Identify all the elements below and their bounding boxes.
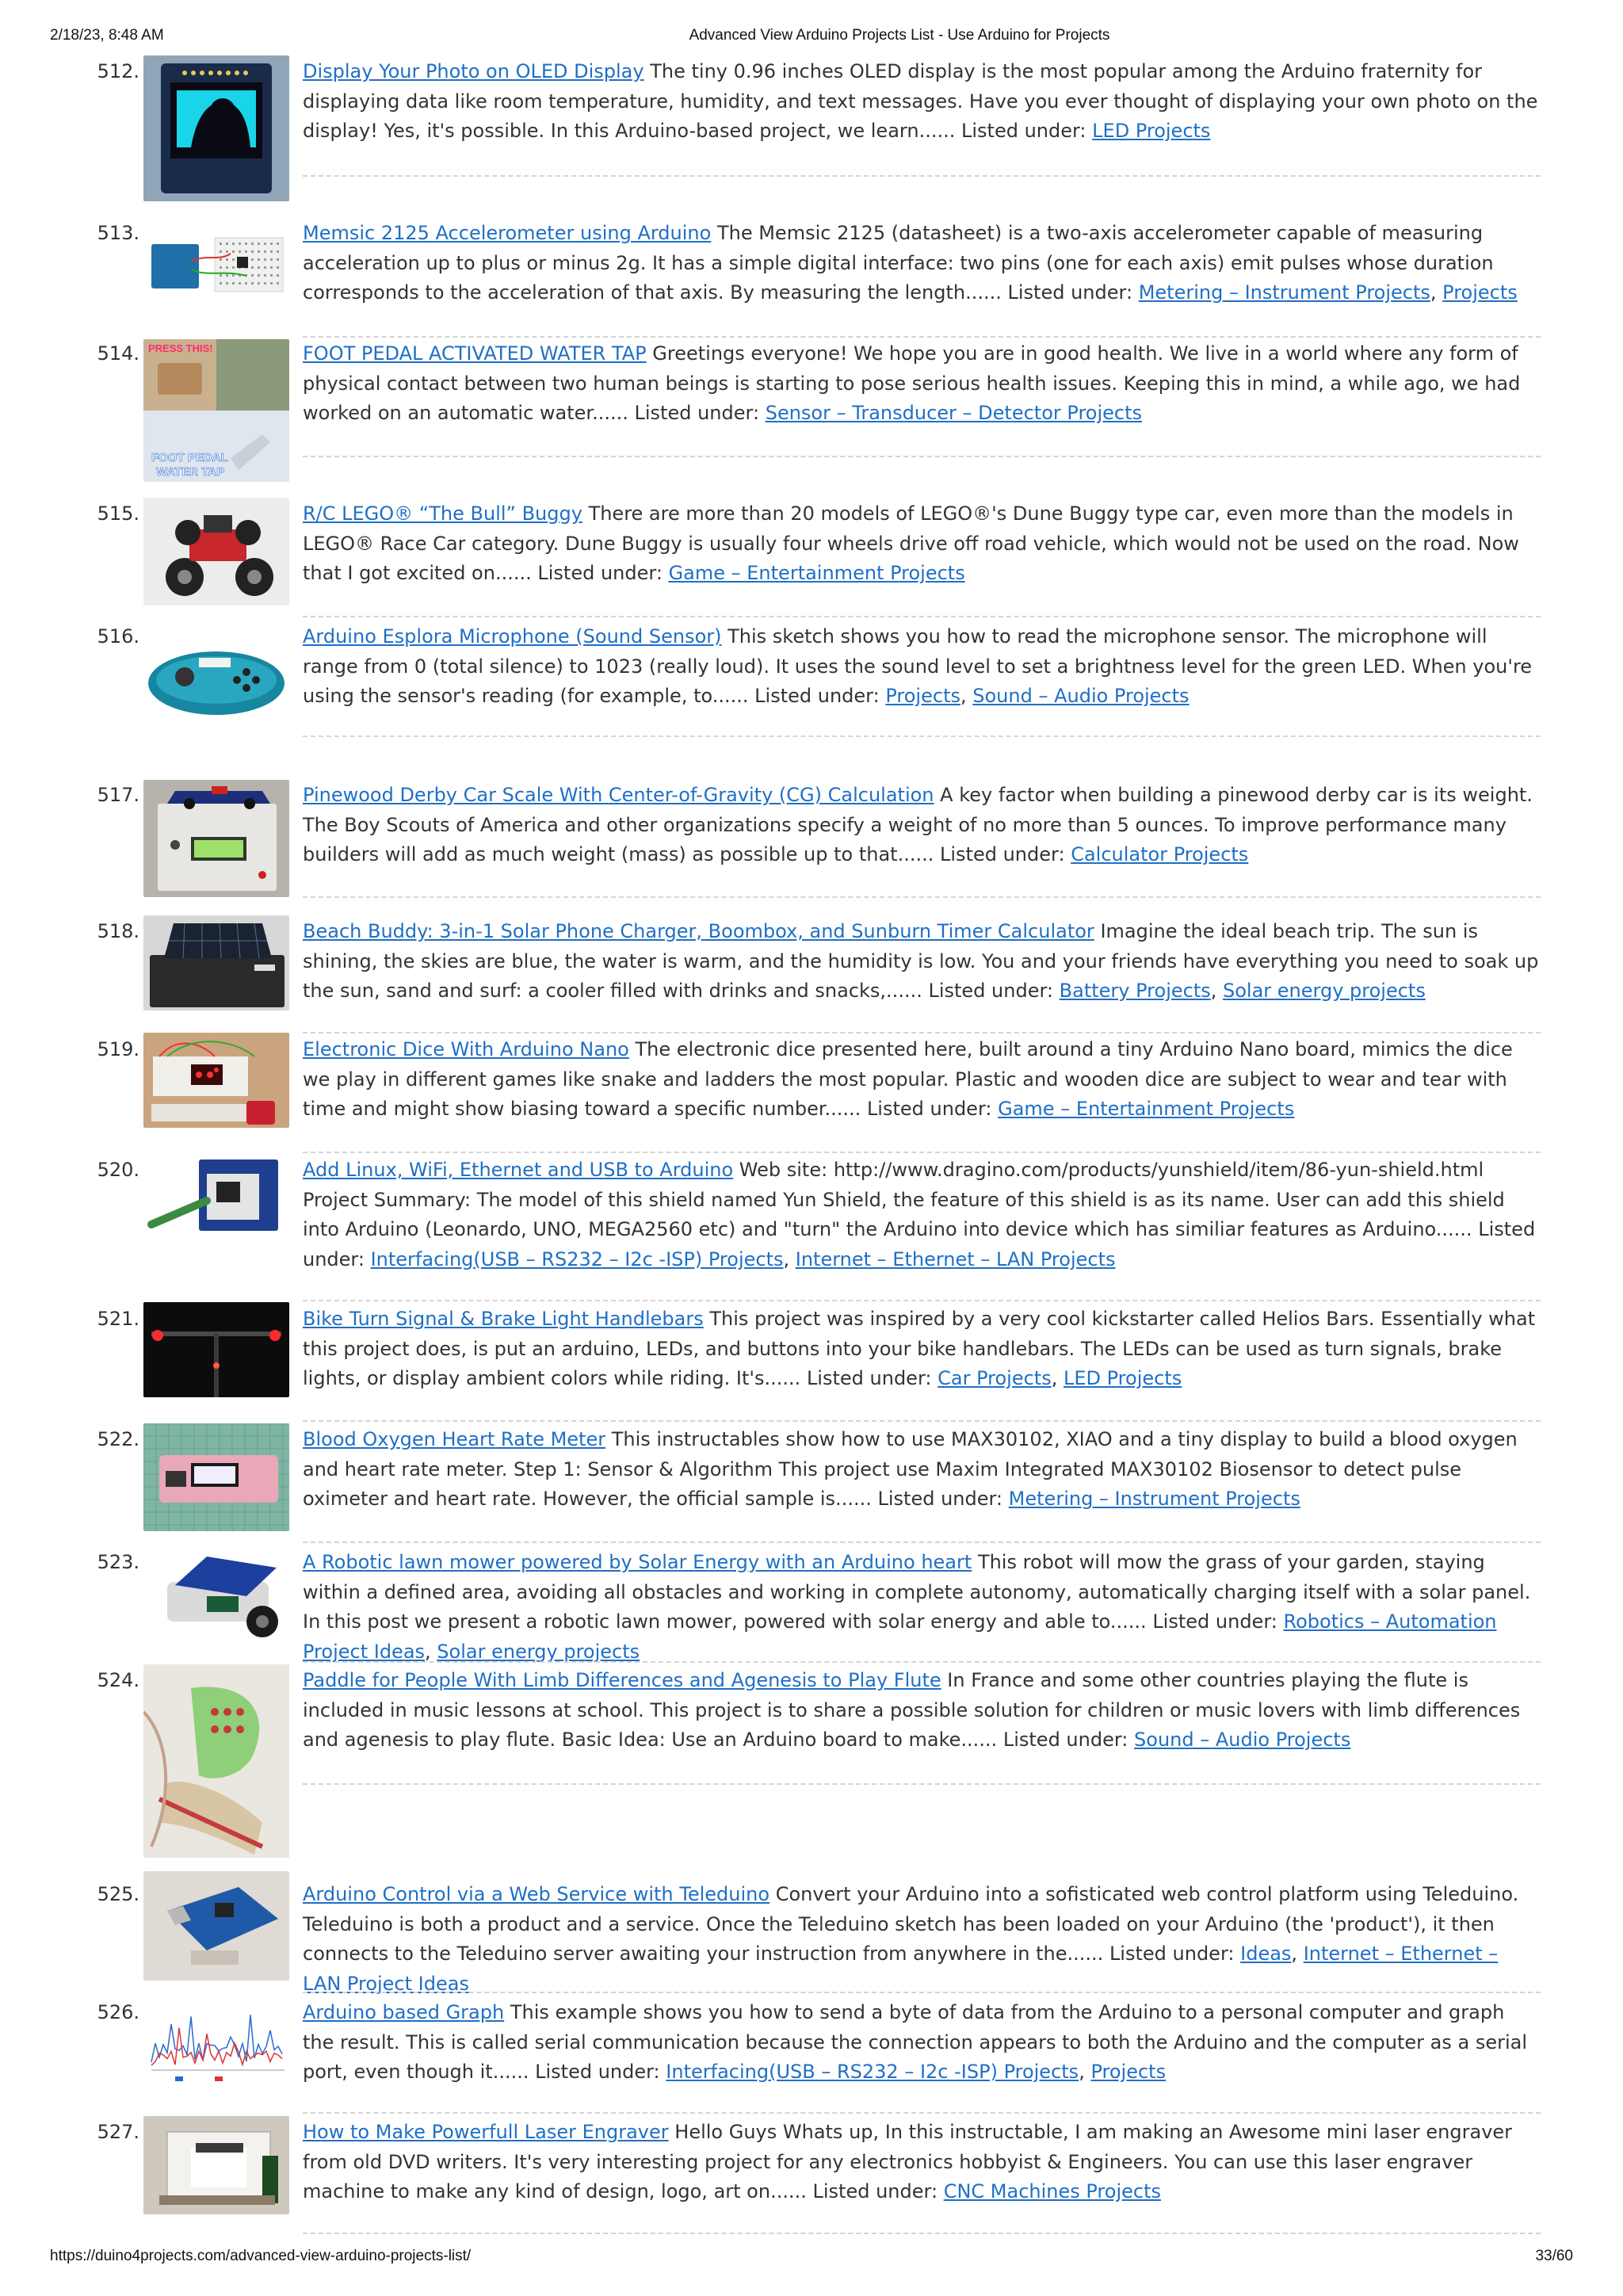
esplora-board-image-art (143, 634, 289, 721)
entry-text: Beach Buddy: 3-in-1 Solar Phone Charger, Boombox, and Sunburn Timer Calculator Imagine the ideal beach trip. The sun is shining, the skies are blue, the water is warm, and the humidity is low. You and your friends have everything you need to soak up the sun, sand and surf: a cooler filled with drinks and snacks,...... Listed under: Battery Projects, Solar energy projects (303, 920, 1539, 1002)
project-description: There are more than 20 models of LEGO®'s Dune Buggy type car, even more than the models in LEGO® Race Car category. Dune Buggy is usually four wheels drive off road vehicle, which would not be used on the road. Now that I got excited on...... (303, 502, 1519, 584)
category-link[interactable]: Game – Entertainment Projects (668, 562, 965, 584)
category-link[interactable]: Projects (1090, 2061, 1167, 2083)
derby-scale-image[interactable] (143, 780, 289, 897)
water-tap-image-art (143, 339, 289, 482)
listed-under-label: Listed under: (1002, 1729, 1128, 1751)
project-title-link[interactable]: Paddle for People With Limb Differences and Agenesis to Play Flute (303, 1669, 941, 1691)
entry-divider (303, 1152, 1541, 1153)
entry-number: 517. (97, 784, 139, 806)
entry-divider (303, 616, 1541, 617)
entry-divider (303, 735, 1541, 737)
flute-paddle-image[interactable] (143, 1664, 289, 1858)
category-link[interactable]: Sensor – Transducer – Detector Projects (765, 402, 1143, 424)
project-title-link[interactable]: Bike Turn Signal & Brake Light Handlebars (303, 1308, 704, 1330)
entry-number: 527. (97, 2121, 139, 2143)
laser-engraver-image-art (143, 2116, 289, 2214)
oled-photo-image[interactable] (143, 55, 289, 201)
entry-divider (303, 456, 1541, 457)
entry-number: 513. (97, 222, 139, 244)
listed-under-label: Listed under: (866, 1098, 992, 1120)
category-link[interactable]: Battery Projects (1059, 980, 1211, 1002)
project-title-link[interactable]: Arduino based Graph (303, 2001, 505, 2023)
lawn-mower-image[interactable] (143, 1545, 289, 1641)
listed-under-label: Listed under: (960, 120, 1086, 142)
entry-divider (303, 1541, 1541, 1543)
category-link[interactable]: Game – Entertainment Projects (998, 1098, 1295, 1120)
entry-number: 516. (97, 625, 139, 648)
category-link[interactable]: Ideas (1240, 1943, 1292, 1965)
entry-number: 525. (97, 1883, 139, 1905)
entry-text: A Robotic lawn mower powered by Solar Energy with an Arduino heart This robot will mow the grass of your garden, staying within a defined area, avoiding all obstacles and working in complete autonomy, automatically charging itself with a solar panel. In this post we present a robotic lawn mower, powered with solar energy and able to...... Listed under: Robotics – Automation Project Ideas, Solar energy projects (303, 1551, 1531, 1663)
svg-text:WATER TAP: WATER TAP (156, 465, 225, 479)
entry-text (303, 57, 1539, 147)
lego-buggy-image[interactable] (143, 498, 289, 606)
category-link[interactable]: LED Projects (1092, 120, 1211, 142)
category-link[interactable]: Sound – Audio Projects (972, 685, 1190, 707)
flute-paddle-image-art (143, 1664, 289, 1858)
entry-number: 518. (97, 920, 139, 942)
project-title-link[interactable]: Pinewood Derby Car Scale With Center-of-Gravity (CG) Calculation (303, 784, 934, 806)
category-link[interactable]: Interfacing(USB – RS232 – I2c -ISP) Projects (370, 1247, 784, 1270)
listed-under-label: Listed under: (1109, 1943, 1235, 1965)
entry-divider (303, 1420, 1541, 1422)
page-number: 33/60 (1535, 2248, 1573, 2264)
entry-text: Arduino Control via a Web Service with Teleduino Convert your Arduino into a sofisticated web control platform using Teleduino. Teleduino is both a product and a service. Once the Teleduino sketch has been loaded on your Arduino (the 'product'), it then connects to the Teleduino server awaiting your instruction from anywhere in the...... Listed under: Ideas, Internet – Ethernet – LAN Project Ideas (303, 1883, 1519, 1995)
print-header (0, 27, 1623, 48)
bike-lights-image-art (143, 1302, 289, 1397)
project-description: Hello Guys Whats up, In this instructable, I am making an Awesome mini laser engraver from old DVD writers. It's very interesting project for any electronics hobbyist & Engineers. You can use this laser engraver machine to make any kind of design, logo, art on...... (303, 2121, 1513, 2202)
category-link[interactable]: LED Projects (1063, 1367, 1182, 1389)
entry-text (303, 339, 1539, 429)
project-description: A key factor when building a pinewood derby car is its weight. The Boy Scouts of America and other organizations specify a weight of no more than 5 ounces. To improve performance many builders will add as much weight (mass) as possible up to that...... (303, 784, 1533, 865)
project-title-link[interactable]: Display Your Photo on OLED Display (303, 60, 644, 82)
oled-photo-image-art (143, 55, 289, 201)
entry-text: Bike Turn Signal & Brake Light Handlebars This project was inspired by a very cool kickstarter called Helios Bars. Essentially what this project does, is put an arduino, LEDs, and buttons into your bike handlebars. The LEDs can be used as turn signals, brake lights, or display ambient colors while riding. It's...... Listed under: Car Projects, LED Projects (303, 1308, 1536, 1389)
oximeter-image-art (143, 1423, 289, 1531)
breadboard-image[interactable] (143, 230, 289, 301)
project-description: This example shows you how to send a byte of data from the Arduino to a personal computer and graph the result. This is called serial communication because the connection appears to both the Arduino and the computer as a serial port, even though it...... (303, 2001, 1528, 2083)
category-link[interactable]: Sound – Audio Projects (1134, 1729, 1351, 1751)
entry-number: 526. (97, 2001, 139, 2023)
entry-divider (303, 1992, 1541, 1993)
project-title-link[interactable]: Memsic 2125 Accelerometer using Arduino (303, 222, 712, 244)
project-description: Greetings everyone! We hope you are in good health. We live in a world where any form of physical contact between two human beings is starting to pose serious health issues. Keeping this in mind, a while ago, we had worked on an automatic water...... (303, 342, 1521, 424)
entry-divider (303, 1783, 1541, 1785)
arduino-board-image-art (143, 1871, 289, 1981)
entry-number: 519. (97, 1038, 139, 1060)
project-description: Convert your Arduino into a sofisticated web control platform using Teleduino. Teleduino is both a product and a service. Once the Teleduino sketch has been loaded on your Arduino (the 'product'), it then connects to the Teleduino server awaiting your instruction from anywhere in the...... (303, 1883, 1519, 1965)
project-description: The Memsic 2125 (datasheet) is a two-axis accelerometer capable of measuring acceleration up to plus or minus 2g. It has a simple digital interface: two pins (one for each axis) emit pulses whose duration corresponds to the acceleration of that axis. By measuring the length...... (303, 222, 1494, 304)
arduino-board-image[interactable] (143, 1871, 289, 1981)
project-description: The tiny 0.96 inches OLED display is the most popular among the Arduino fraternity for displaying data like room temperature, humidity, and text messages. Have you ever thought of displaying your own photo on the display! Yes, it's possible. In this Arduino-based project, we learn...... (303, 60, 1538, 142)
listed-under-label: Listed under: (940, 843, 1065, 865)
entry-divider (303, 1032, 1541, 1033)
svg-text:PRESS THIS!: PRESS THIS! (148, 342, 213, 354)
listed-under-label: Listed under: (303, 1218, 1536, 1270)
project-title-link[interactable]: Beach Buddy: 3-in-1 Solar Phone Charger, Boombox, and Sunburn Timer Calculator (303, 920, 1094, 942)
listed-under-label: Listed under: (537, 562, 663, 584)
category-link[interactable]: Internet – Ethernet – LAN Project Ideas (303, 1943, 1499, 1995)
entry-number: 512. (97, 60, 139, 82)
print-datetime: 2/18/23, 8:48 AM (50, 27, 164, 44)
solar-box-image-art (143, 915, 289, 1010)
entry-divider (303, 1661, 1541, 1663)
listed-under-label: Listed under: (535, 2061, 660, 2083)
project-title-link[interactable]: Add Linux, WiFi, Ethernet and USB to Arduino (303, 1159, 734, 1181)
entry-number: 515. (97, 502, 139, 525)
listed-under-label: Listed under: (634, 402, 760, 424)
category-link[interactable]: Solar energy projects (437, 1640, 640, 1663)
category-link[interactable]: Interfacing(USB – RS232 – I2c -ISP) Projects (666, 2061, 1079, 2083)
lawn-mower-image-art (143, 1545, 289, 1641)
project-description: The electronic dice presented here, built around a tiny Arduino Nano board, mimics the dice we play in different games like snake and ladders the most popular. Plastic and wooden dice are subject to wear and tear with time and might show biasing toward a specific number...... (303, 1038, 1513, 1120)
category-link[interactable]: Calculator Projects (1071, 843, 1249, 865)
lego-buggy-image-art (143, 498, 289, 606)
graph-plot-image-art (143, 1996, 289, 2086)
entry-text: Arduino Esplora Microphone (Sound Sensor) This sketch shows you how to read the microphone sensor. The microphone will range from 0 (total silence) to 1023 (really loud). It uses the sound level to set a brightness level for the green LED. When you're using the sensor's reading (for example, to...... Listed under: Projects, Sound – Audio Projects (303, 625, 1533, 707)
entry-divider (303, 175, 1541, 177)
entry-number: 520. (97, 1159, 139, 1181)
page-title: Advanced View Arduino Projects List - Use Arduino for Projects (689, 27, 1110, 44)
project-description: This robot will mow the grass of your garden, staying within a defined area, avoiding all obstacles and working in complete autonomy, automatically charging itself with a solar panel. In this post we present a robotic lawn mower, powered with solar energy and able to...... (303, 1551, 1531, 1633)
entry-number: 522. (97, 1428, 139, 1450)
project-description: Imagine the ideal beach trip. The sun is shining, the skies are blue, the water is warm, and the humidity is low. You and your friends have everything you need to soak up the sun, sand and surf: a cooler filled with drinks and snacks,...... (303, 920, 1539, 1002)
page-url: https://duino4projects.com/advanced-view-arduino-projects-list/ (50, 2248, 472, 2264)
yun-shield-image[interactable] (143, 1153, 289, 1270)
print-footer (0, 2248, 1623, 2268)
dice-circuit-image-art (143, 1033, 289, 1128)
entry-text (303, 781, 1539, 870)
listed-under-label: Listed under: (806, 1367, 932, 1389)
category-link[interactable]: Internet – Ethernet – LAN Projects (795, 1247, 1116, 1270)
project-description: This instructables show how to use MAX30102, XIAO and a tiny display to build a blood oxygen and heart rate meter. Step 1: Sensor & Algorithm This project use Maxim Integrated MAX30102 Biosensor to detect pulse oximeter and heart rate. However, the official sample is...... (303, 1428, 1518, 1510)
entry-number: 523. (97, 1551, 139, 1573)
project-title-link[interactable]: A Robotic lawn mower powered by Solar Energy with an Arduino heart (303, 1551, 972, 1573)
project-title-link[interactable]: Arduino Control via a Web Service with Teleduino (303, 1883, 770, 1905)
category-link[interactable]: Car Projects (938, 1367, 1052, 1389)
project-description: This project was inspired by a very cool kickstarter called Helios Bars. Essentially what this project does, is put an arduino, LEDs, and buttons into your bike handlebars. The LEDs can be used as turn signals, brake lights, or display ambient colors while riding. It's...... (303, 1308, 1536, 1389)
category-link[interactable]: Metering – Instrument Projects (1008, 1488, 1300, 1510)
entry-text (303, 499, 1539, 589)
entry-text (303, 1035, 1539, 1125)
listed-under-label: Listed under: (877, 1488, 1003, 1510)
project-title-link[interactable]: Electronic Dice With Arduino Nano (303, 1038, 629, 1060)
oximeter-image[interactable] (143, 1423, 289, 1531)
category-link[interactable]: Metering – Instrument Projects (1138, 281, 1430, 304)
entry-text (303, 1425, 1539, 1515)
listed-under-label: Listed under: (1007, 281, 1133, 304)
category-link[interactable]: Projects (1442, 281, 1518, 304)
project-description: This sketch shows you how to read the microphone sensor. The microphone will range from 0 (total silence) to 1023 (really loud). It uses the sound level to set a brightness level for the green LED. When you're using the sensor's reading (for example, to...... (303, 625, 1533, 707)
project-title-link[interactable]: Blood Oxygen Heart Rate Meter (303, 1428, 606, 1450)
entry-text: Arduino based Graph This example shows you how to send a byte of data from the Arduino to a personal computer and graph the result. This is called serial communication because the connection appears to both the Arduino and the computer as a serial port, even though it...... Listed under: Interfacing(USB – RS232 – I2c -ISP) Projects, Projects (303, 2001, 1528, 2083)
project-title-link[interactable]: Arduino Esplora Microphone (Sound Sensor) (303, 625, 722, 648)
project-title-link[interactable]: FOOT PEDAL ACTIVATED WATER TAP (303, 342, 647, 365)
project-title-link[interactable]: R/C LEGO® “The Bull” Buggy (303, 502, 582, 525)
project-description: In France and some other countries playing the flute is included in music lessons at school. This project is to share a possible solution for children or music lovers with limb differences and agenesis to play flute. Basic Idea: Use an Arduino board to make...... (303, 1669, 1521, 1751)
entry-number: 521. (97, 1308, 139, 1330)
yun-shield-image-art (143, 1153, 289, 1270)
listed-under-label: Listed under: (1152, 1610, 1277, 1633)
solar-box-image[interactable] (143, 915, 289, 1010)
category-link[interactable]: Projects (885, 685, 960, 707)
breadboard-image-art (143, 230, 289, 301)
entry-number: 524. (97, 1669, 139, 1691)
entry-divider (303, 336, 1541, 338)
entry-divider (303, 2233, 1541, 2234)
entry-text: Add Linux, WiFi, Ethernet and USB to Arduino Web site: http://www.dragino.com/products/yunshield/item/86-yun-shield.html Project Summary: The model of this shield named Yun Shield, the feature of this shield is as its name. User can add this shield into Arduino (Leonardo, UNO, MEGA2560 etc) and "turn" the Arduino into device which has similiar features as Arduino...... Listed under: Interfacing(USB – RS232 – I2c -ISP) Projects, Internet – Ethernet – LAN Projects (303, 1159, 1536, 1270)
bike-lights-image[interactable] (143, 1302, 289, 1397)
derby-scale-image-art (143, 780, 289, 897)
water-tap-image[interactable] (143, 339, 289, 482)
dice-circuit-image[interactable] (143, 1033, 289, 1128)
listed-under-label: Listed under: (754, 685, 880, 707)
svg-text:FOOT PEDAL: FOOT PEDAL (151, 451, 228, 464)
entry-divider (303, 896, 1541, 898)
project-description: Web site: http://www.dragino.com/products/yunshield/item/86-yun-shield.html Project Summary: The model of this shield named Yun Shield, the feature of this shield is as its name. User can add this shield into Arduino (Leonardo, UNO, MEGA2560 etc) and "turn" the Arduino into device which has similiar features as Arduino...... (303, 1159, 1505, 1240)
category-link[interactable]: Robotics – Automation Project Ideas (303, 1610, 1497, 1663)
laser-engraver-image[interactable] (143, 2116, 289, 2214)
listed-under-label: Listed under: (812, 2180, 938, 2202)
project-title-link[interactable]: How to Make Powerfull Laser Engraver (303, 2121, 669, 2143)
entry-divider (303, 2112, 1541, 2114)
graph-plot-image[interactable] (143, 1996, 289, 2086)
entry-number: 514. (97, 342, 139, 365)
category-link[interactable]: CNC Machines Projects (943, 2180, 1161, 2202)
entry-text (303, 1666, 1539, 1755)
esplora-board-image[interactable] (143, 634, 289, 721)
entry-divider (303, 1300, 1541, 1301)
category-link[interactable]: Solar energy projects (1223, 980, 1426, 1002)
entry-text (303, 2118, 1539, 2207)
listed-under-label: Listed under: (928, 980, 1054, 1002)
entry-text: Memsic 2125 Accelerometer using Arduino The Memsic 2125 (datasheet) is a two-axis accelerometer capable of measuring acceleration up to plus or minus 2g. It has a simple digital interface: two pins (one for each axis) emit pulses whose duration corresponds to the acceleration of that axis. By measuring the length...... Listed under: Metering – Instrument Projects, Projects (303, 222, 1518, 304)
